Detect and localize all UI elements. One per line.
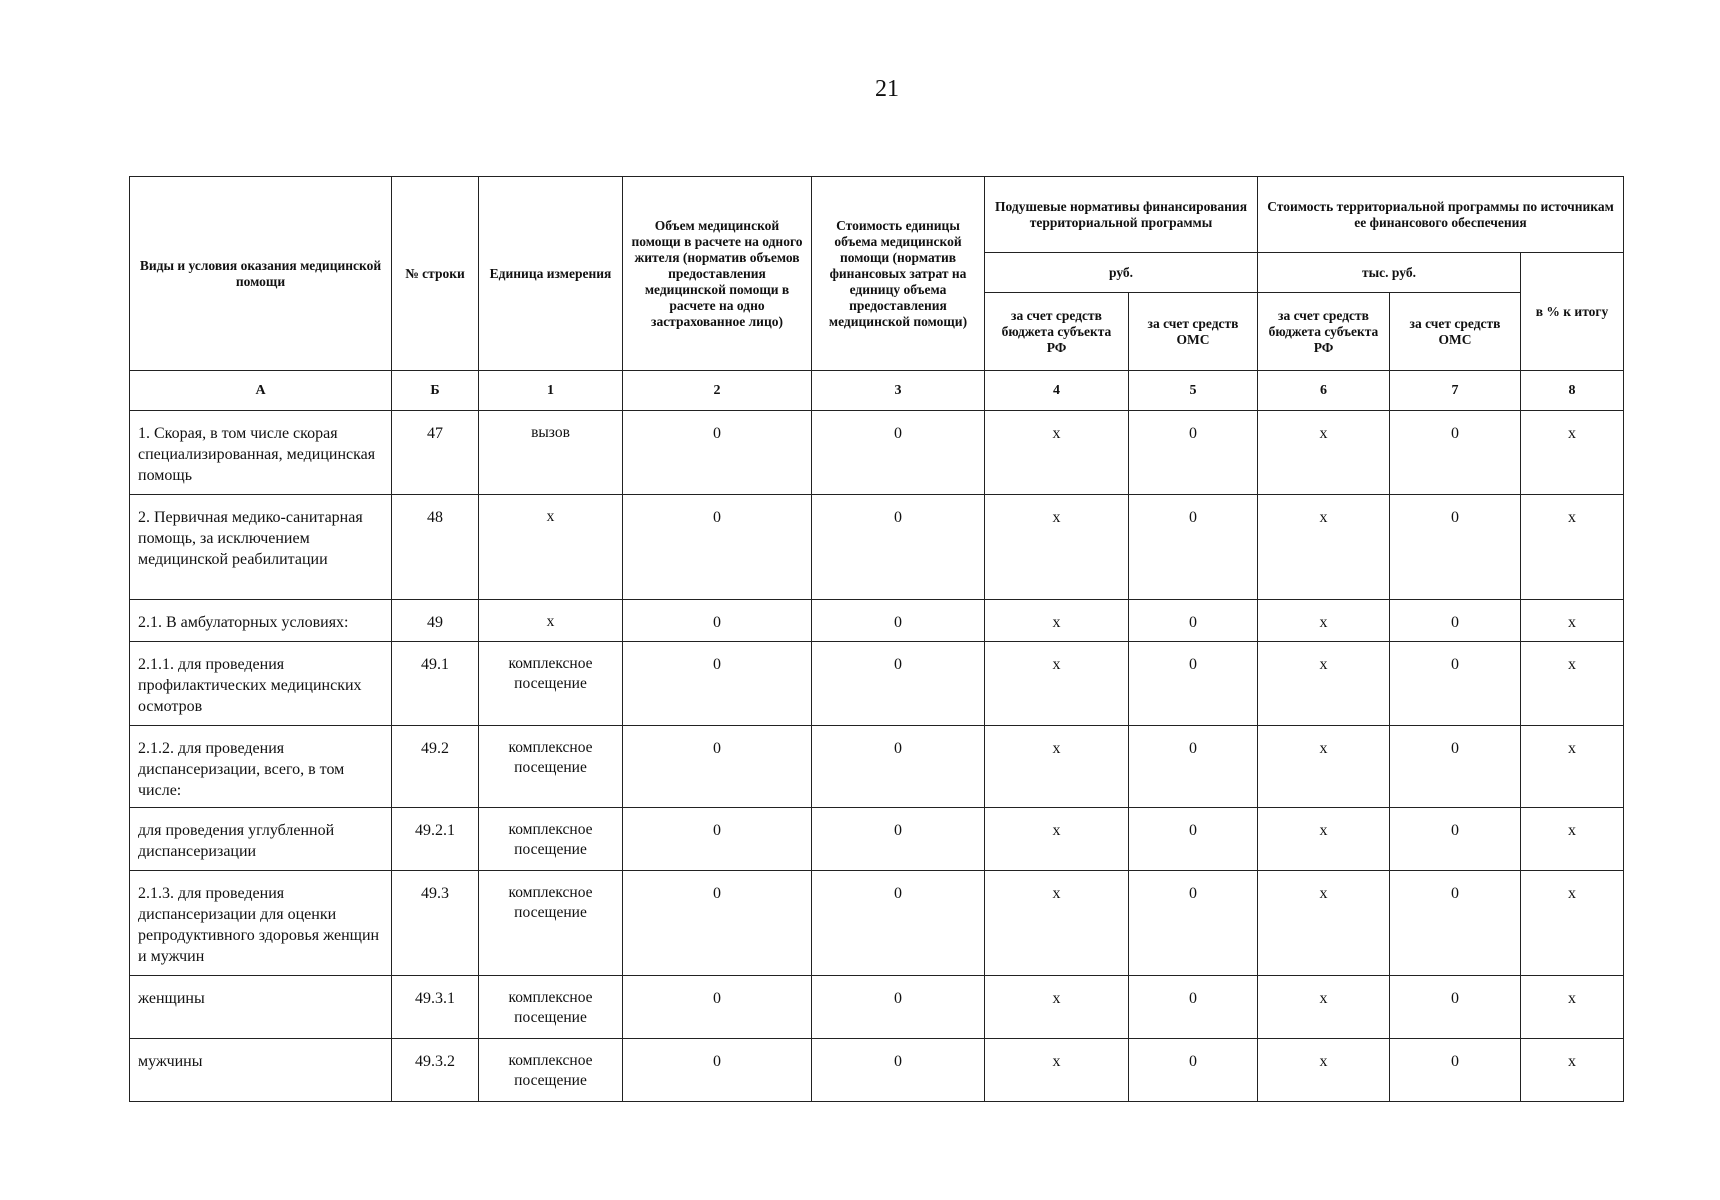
column-index: 3 [812, 371, 985, 411]
row-name: 2.1.1. для проведения профилактических медицинских осмотров [130, 642, 392, 726]
column-index: 6 [1258, 371, 1390, 411]
row-name: 2.1. В амбулаторных условиях: [130, 600, 392, 642]
cell-oms-7: 0 [1390, 726, 1521, 808]
table-row [130, 808, 1624, 871]
cell-cost-unit: 0 [812, 976, 985, 1039]
financing-table-container [129, 176, 1623, 1102]
cell-oms-7: 0 [1390, 871, 1521, 976]
header-budget-subject-4: за счет средств бюджета субъекта РФ [985, 293, 1129, 371]
cell-volume: 0 [623, 976, 812, 1039]
cell-oms-7: 0 [1390, 976, 1521, 1039]
cell-cost-unit: 0 [812, 808, 985, 871]
cell-volume: 0 [623, 495, 812, 600]
header-oms-7: за счет средств ОМС [1390, 293, 1521, 371]
cell-percent-total: х [1521, 726, 1624, 808]
row-name: 2. Первичная медико-санитарная помощь, за исключением медицинской реабилитации [130, 495, 392, 600]
cell-budget-subject-6: х [1258, 411, 1390, 495]
cell-volume: 0 [623, 642, 812, 726]
row-number: 49.2.1 [392, 808, 479, 871]
cell-oms-5: 0 [1129, 642, 1258, 726]
header-volume: Объем медицинской помощи в расчете на одного жителя (норматив объемов предоставления медицинской помощи в расчете на одно застрахованное лицо) [623, 177, 812, 371]
table-row [130, 600, 1624, 642]
cell-oms-5: 0 [1129, 495, 1258, 600]
cell-cost-unit: 0 [812, 495, 985, 600]
cell-oms-7: 0 [1390, 642, 1521, 726]
header-budget-subject-6: за счет средств бюджета субъекта РФ [1258, 293, 1390, 371]
row-name: мужчины [130, 1039, 392, 1102]
row-unit: вызов [479, 411, 623, 495]
column-index: А [130, 371, 392, 411]
column-index: 8 [1521, 371, 1624, 411]
cell-budget-subject-4: х [985, 726, 1129, 808]
table-row [130, 495, 1624, 600]
cell-budget-subject-6: х [1258, 642, 1390, 726]
cell-oms-5: 0 [1129, 600, 1258, 642]
row-unit: комплексное посещение [479, 808, 623, 871]
cell-budget-subject-6: х [1258, 976, 1390, 1039]
page-number: 21 [875, 76, 899, 102]
cell-volume: 0 [623, 1039, 812, 1102]
cell-percent-total: х [1521, 976, 1624, 1039]
header-percent-total: в % к итогу [1521, 253, 1624, 371]
cell-percent-total: х [1521, 600, 1624, 642]
cell-budget-subject-6: х [1258, 1039, 1390, 1102]
cell-oms-7: 0 [1390, 495, 1521, 600]
row-unit: х [479, 600, 623, 642]
row-unit: комплексное посещение [479, 726, 623, 808]
cell-percent-total: х [1521, 808, 1624, 871]
row-number: 49.3.1 [392, 976, 479, 1039]
table-row [130, 1039, 1624, 1102]
table-row [130, 976, 1624, 1039]
row-number: 49 [392, 600, 479, 642]
cell-budget-subject-6: х [1258, 808, 1390, 871]
row-unit: комплексное посещение [479, 1039, 623, 1102]
column-index: Б [392, 371, 479, 411]
header-unit: Единица измерения [479, 177, 623, 371]
cell-cost-unit: 0 [812, 726, 985, 808]
header-program-cost: Стоимость территориальной программы по источникам ее финансового обеспечения [1258, 177, 1624, 253]
header-cost-unit: Стоимость единицы объема медицинской помощи (норматив финансовых затрат на единицу объема предоставления медицинской помощи) [812, 177, 985, 371]
cell-budget-subject-4: х [985, 600, 1129, 642]
row-number: 47 [392, 411, 479, 495]
cell-budget-subject-4: х [985, 495, 1129, 600]
header-row-number: № строки [392, 177, 479, 371]
row-unit: комплексное посещение [479, 976, 623, 1039]
cell-oms-5: 0 [1129, 1039, 1258, 1102]
cell-cost-unit: 0 [812, 1039, 985, 1102]
cell-budget-subject-4: х [985, 808, 1129, 871]
cell-volume: 0 [623, 600, 812, 642]
cell-oms-7: 0 [1390, 411, 1521, 495]
row-number: 49.1 [392, 642, 479, 726]
table-header [130, 177, 1624, 411]
cell-volume: 0 [623, 808, 812, 871]
cell-cost-unit: 0 [812, 600, 985, 642]
row-number: 49.2 [392, 726, 479, 808]
table-row [130, 871, 1624, 976]
cell-oms-5: 0 [1129, 411, 1258, 495]
cell-budget-subject-6: х [1258, 600, 1390, 642]
cell-budget-subject-4: х [985, 411, 1129, 495]
header-thous-rub: тыс. руб. [1258, 253, 1521, 293]
table-body [130, 411, 1624, 1102]
column-index: 7 [1390, 371, 1521, 411]
column-index: 5 [1129, 371, 1258, 411]
cell-cost-unit: 0 [812, 871, 985, 976]
financing-table [129, 176, 1624, 1102]
row-name: 1. Скорая, в том числе скорая специализированная, медицинская помощь [130, 411, 392, 495]
table-row [130, 642, 1624, 726]
row-number: 49.3 [392, 871, 479, 976]
column-index: 1 [479, 371, 623, 411]
cell-volume: 0 [623, 726, 812, 808]
row-name: 2.1.3. для проведения диспансеризации для оценки репродуктивного здоровья женщин и мужчин [130, 871, 392, 976]
header-per-capita: Подушевые нормативы финансирования территориальной программы [985, 177, 1258, 253]
cell-budget-subject-4: х [985, 976, 1129, 1039]
header-oms-5: за счет средств ОМС [1129, 293, 1258, 371]
cell-cost-unit: 0 [812, 642, 985, 726]
cell-volume: 0 [623, 871, 812, 976]
cell-percent-total: х [1521, 411, 1624, 495]
cell-budget-subject-4: х [985, 871, 1129, 976]
row-unit: х [479, 495, 623, 600]
cell-oms-7: 0 [1390, 808, 1521, 871]
header-kind: Виды и условия оказания медицинской помощи [130, 177, 392, 371]
row-unit: комплексное посещение [479, 642, 623, 726]
row-number: 49.3.2 [392, 1039, 479, 1102]
cell-oms-7: 0 [1390, 1039, 1521, 1102]
column-index: 2 [623, 371, 812, 411]
column-index-row [130, 371, 1624, 411]
cell-percent-total: х [1521, 642, 1624, 726]
table-row [130, 411, 1624, 495]
cell-oms-5: 0 [1129, 726, 1258, 808]
cell-oms-5: 0 [1129, 871, 1258, 976]
table-row [130, 726, 1624, 808]
cell-cost-unit: 0 [812, 411, 985, 495]
cell-budget-subject-6: х [1258, 726, 1390, 808]
cell-budget-subject-4: х [985, 1039, 1129, 1102]
row-name: для проведения углубленной диспансеризации [130, 808, 392, 871]
cell-percent-total: х [1521, 1039, 1624, 1102]
cell-oms-5: 0 [1129, 808, 1258, 871]
cell-oms-5: 0 [1129, 976, 1258, 1039]
cell-budget-subject-6: х [1258, 495, 1390, 600]
row-name: 2.1.2. для проведения диспансеризации, всего, в том числе: [130, 726, 392, 808]
row-number: 48 [392, 495, 479, 600]
cell-volume: 0 [623, 411, 812, 495]
row-unit: комплексное посещение [479, 871, 623, 976]
header-rub: руб. [985, 253, 1258, 293]
column-index: 4 [985, 371, 1129, 411]
cell-percent-total: х [1521, 495, 1624, 600]
row-name: женщины [130, 976, 392, 1039]
cell-percent-total: х [1521, 871, 1624, 976]
cell-budget-subject-6: х [1258, 871, 1390, 976]
cell-oms-7: 0 [1390, 600, 1521, 642]
cell-budget-subject-4: х [985, 642, 1129, 726]
